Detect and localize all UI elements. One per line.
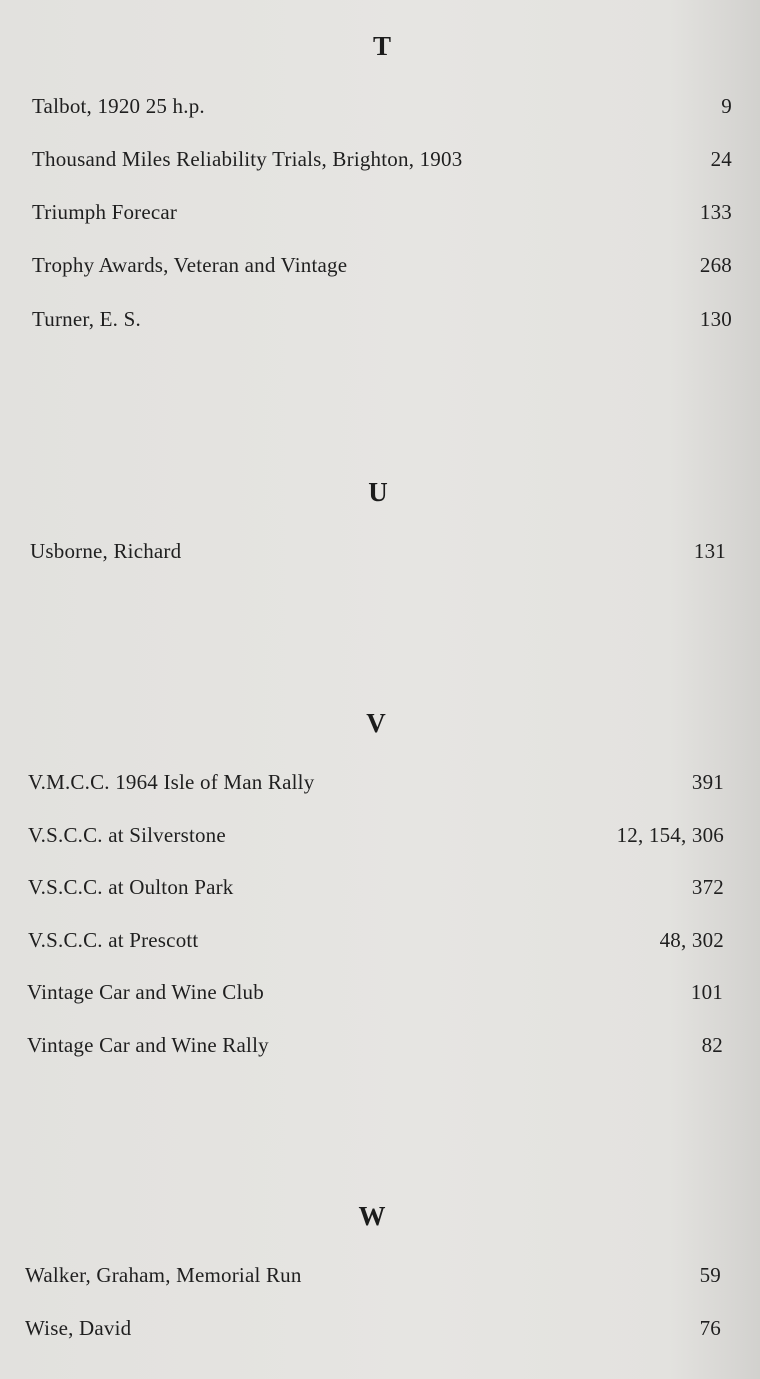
section-heading-v: V: [366, 708, 386, 738]
entry-pages: 130: [699, 307, 732, 331]
entry-pages: 48, 302: [659, 928, 724, 952]
entry-pages: 24: [710, 147, 732, 171]
entry-label: Trophy Awards, Veteran and Vintage: [32, 253, 348, 277]
index-entry: [32, 251, 732, 279]
entry-label: Wise, David: [25, 1316, 132, 1340]
entry-label: V.M.C.C. 1964 Isle of Man Rally: [28, 770, 315, 794]
entry-pages: 372: [691, 875, 724, 899]
index-entry: [27, 1031, 723, 1059]
entry-label: Walker, Graham, Memorial Run: [25, 1263, 302, 1287]
entry-label: Turner, E. S.: [32, 307, 141, 331]
entry-pages: 59: [699, 1263, 721, 1287]
entry-label: Vintage Car and Wine Rally: [27, 1033, 269, 1057]
index-entry: [27, 978, 723, 1006]
entry-label: Usborne, Richard: [30, 539, 182, 563]
entry-pages: 131: [693, 539, 726, 563]
index-entry: [25, 1314, 721, 1342]
entry-pages: 9: [721, 94, 732, 118]
index-entry: [32, 92, 732, 120]
index-entry: [32, 145, 732, 173]
entry-label: V.S.C.C. at Oulton Park: [28, 875, 234, 899]
entry-label: Triumph Forecar: [32, 200, 178, 224]
index-entry: [32, 198, 732, 226]
index-entry: [25, 1261, 721, 1289]
entry-pages: 133: [699, 200, 732, 224]
index-entry: [28, 821, 724, 849]
entry-label: V.S.C.C. at Silverstone: [28, 823, 226, 847]
entry-label: Thousand Miles Reliability Trials, Brighton, 1903: [32, 147, 463, 171]
index-entry: [28, 926, 724, 954]
index-entry: [28, 768, 724, 796]
entry-pages: 101: [690, 980, 723, 1004]
section-heading-u: U: [368, 477, 388, 507]
entry-pages: 82: [701, 1033, 723, 1057]
entry-pages: 268: [699, 253, 732, 277]
section-heading-t: T: [372, 31, 391, 61]
entry-pages: 391: [691, 770, 724, 794]
entry-label: Talbot, 1920 25 h.p.: [32, 94, 205, 118]
section-heading-w: W: [358, 1201, 386, 1231]
index-entry: [32, 305, 732, 333]
entry-label: V.S.C.C. at Prescott: [28, 928, 199, 952]
index-entry: [28, 873, 724, 901]
index-entry: [30, 537, 726, 565]
entry-pages: 76: [699, 1316, 721, 1340]
entry-label: Vintage Car and Wine Club: [27, 980, 264, 1004]
entry-pages: 12, 154, 306: [616, 823, 724, 847]
